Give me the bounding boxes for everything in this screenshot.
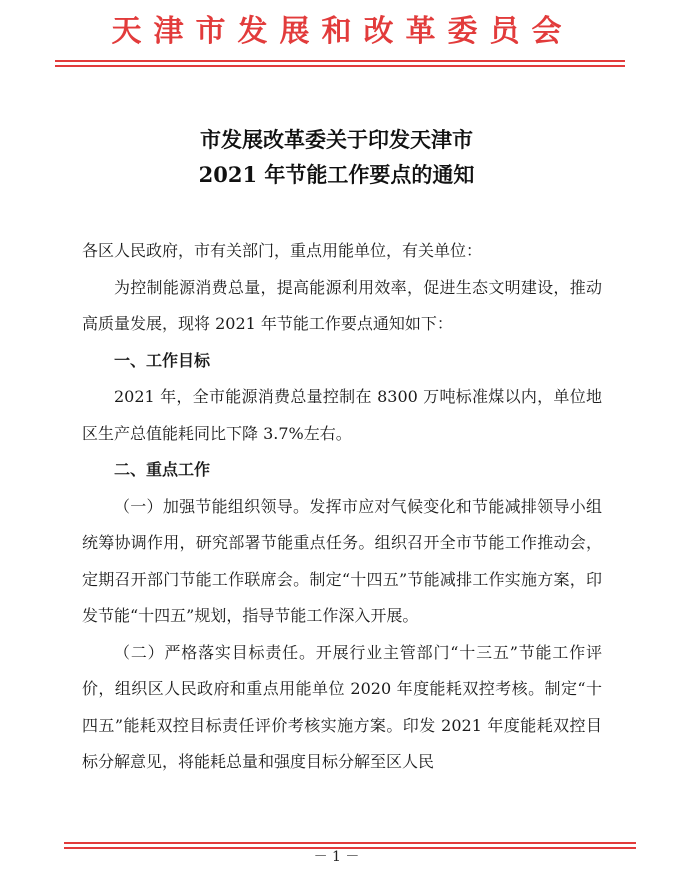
letterhead <box>0 12 673 52</box>
goals-paragraph: 2021 年，全市能源消费总量控制在 8300 万吨标准煤以内，单位地区生产总值能耗同比下降 3.7%左右。 <box>82 387 602 443</box>
title-line-2: 2021 年节能工作要点的通知 <box>198 162 475 187</box>
section-heading-key-work: 二、重点工作 <box>114 460 211 479</box>
footer-rule-upper <box>64 842 636 844</box>
salutation: 各区人民政府，市有关部门，重点用能单位，有关单位： <box>82 241 483 260</box>
key-work-item-1 <box>82 489 602 635</box>
letterhead-rule-lower <box>55 65 625 67</box>
letterhead-rule-upper <box>55 60 625 62</box>
section-heading-goals: 一、工作目标 <box>114 350 211 370</box>
document-body <box>82 233 602 781</box>
page-number: － 1 － <box>313 849 360 865</box>
item-2-label: （二）严格落实目标责任。 <box>114 642 316 662</box>
item-2-text: 开展行业主管部门“十三五”节能工作评价，组织区人民政府和重点用能单位 2020 年度能耗双控考核。制定“十四五”能耗双控目标责任评价考核实施方案。印发 2021 年度能耗双控目标分解意见，将能耗总量和强度目标分解至区人民 <box>82 642 602 771</box>
intro-paragraph: 为控制能源消费总量，提高能源利用效率，促进生态文明建设，推动高质量发展，现将 2021 年节能工作要点通知如下： <box>82 277 602 333</box>
document-title <box>0 122 673 192</box>
organization-name: 天津市发展和改革委员会 <box>111 14 574 49</box>
title-line-1: 市发展改革委关于印发天津市 <box>200 127 473 152</box>
key-work-item-2 <box>82 635 602 781</box>
item-1-text: 发挥市应对气候变化和节能减排领导小组统筹协调作用，研究部署节能重点任务。组织召开全市节能工作推动会，定期召开部门节能工作联席会。制定“十四五”节能减排工作实施方案，印发节能“十四五”规划，指导节能工作深入开展。 <box>82 496 602 625</box>
item-1-label: （一）加强节能组织领导。 <box>114 496 310 516</box>
